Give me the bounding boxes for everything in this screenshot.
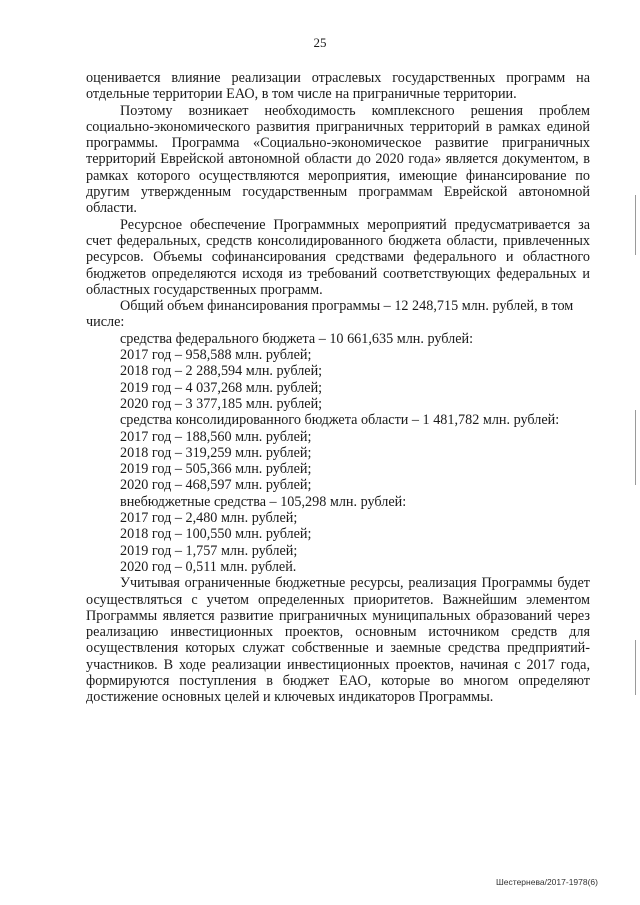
document-body [86, 70, 590, 706]
federal-2020: 2020 год – 3 377,185 млн. рублей; [120, 395, 323, 412]
federal-2019: 2019 год – 4 037,268 млн. рублей; [120, 379, 323, 396]
paragraph-priorities: Учитывая ограниченные бюджетные ресурсы, реализация Программы будет осуществляться с учетом определенных приоритетов. Важнейшим элементом Программы является развитие приграничных муниципальных образований через реализацию инвестиционных проектов, основным источником средств для осуществления которых служат собственные и заемные средства предприятий-участников. В ходе реализации инвестиционных проектов, начиная с 2017 года, формируются поступления в бюджет ЕАО, которые во многом определяют достижение основных целей и ключевых индикаторов Программы. [86, 575, 590, 706]
scan-edge-mark [635, 640, 636, 695]
regional-2018: 2018 год – 319,259 млн. рублей; [120, 444, 312, 461]
regional-budget-heading: средства консолидированного бюджета области – 1 481,782 млн. рублей: [120, 412, 560, 429]
offbudget-2017: 2017 год – 2,480 млн. рублей; [120, 510, 298, 527]
offbudget-2019: 2019 год – 1,757 млн. рублей; [120, 542, 298, 559]
scan-edge-mark [635, 410, 636, 485]
regional-2020: 2020 год – 468,597 млн. рублей; [120, 477, 312, 494]
page-number: 25 [313, 35, 327, 50]
document-footer-code: Шестернева/2017-1978(6) [496, 877, 598, 887]
offbudget-2020: 2020 год – 0,511 млн. рублей. [120, 558, 297, 575]
paragraph-intro: оценивается влияние реализации отраслевых государственных программ на отдельные территории ЕАО, в том числе на приграничные территории. [86, 70, 590, 103]
offbudget-heading: внебюджетные средства – 105,298 млн. рублей: [120, 493, 407, 510]
scan-edge-mark [635, 195, 636, 255]
regional-2017: 2017 год – 188,560 млн. рублей; [120, 428, 312, 445]
paragraph-resources: Ресурсное обеспечение Программных мероприятий предусматривается за счет федеральных, средств консолидированного бюджета области, привлеченных ресурсов. Объемы софинансирования средствами федерального и областного бюджетов определяются исходя из требований соответствующих федеральных и областных государственных программ. [86, 216, 590, 298]
federal-budget-heading: средства федерального бюджета – 10 661,635 млн. рублей: [120, 330, 474, 347]
regional-2019: 2019 год – 505,366 млн. рублей; [120, 461, 312, 478]
paragraph-necessity: Поэтому возникает необходимость комплексного решения проблем социально-экономического развития приграничных территорий в рамках единой программы. Программа «Социально-экономическое развитие приграничных территорий Еврейской автономной области до 2020 года» является документом, в рамках которого осуществляются мероприятия, имеющие финансирование по другим утвержденным государственным программам Еврейской автономной области. [86, 102, 590, 217]
paragraph-total-financing: Общий объем финансирования программы – 12 248,715 млн. рублей, в том числе: [86, 298, 574, 331]
federal-2018: 2018 год – 2 288,594 млн. рублей; [120, 363, 323, 380]
offbudget-2018: 2018 год – 100,550 млн. рублей; [120, 526, 312, 543]
federal-2017: 2017 год – 958,588 млн. рублей; [120, 347, 312, 364]
